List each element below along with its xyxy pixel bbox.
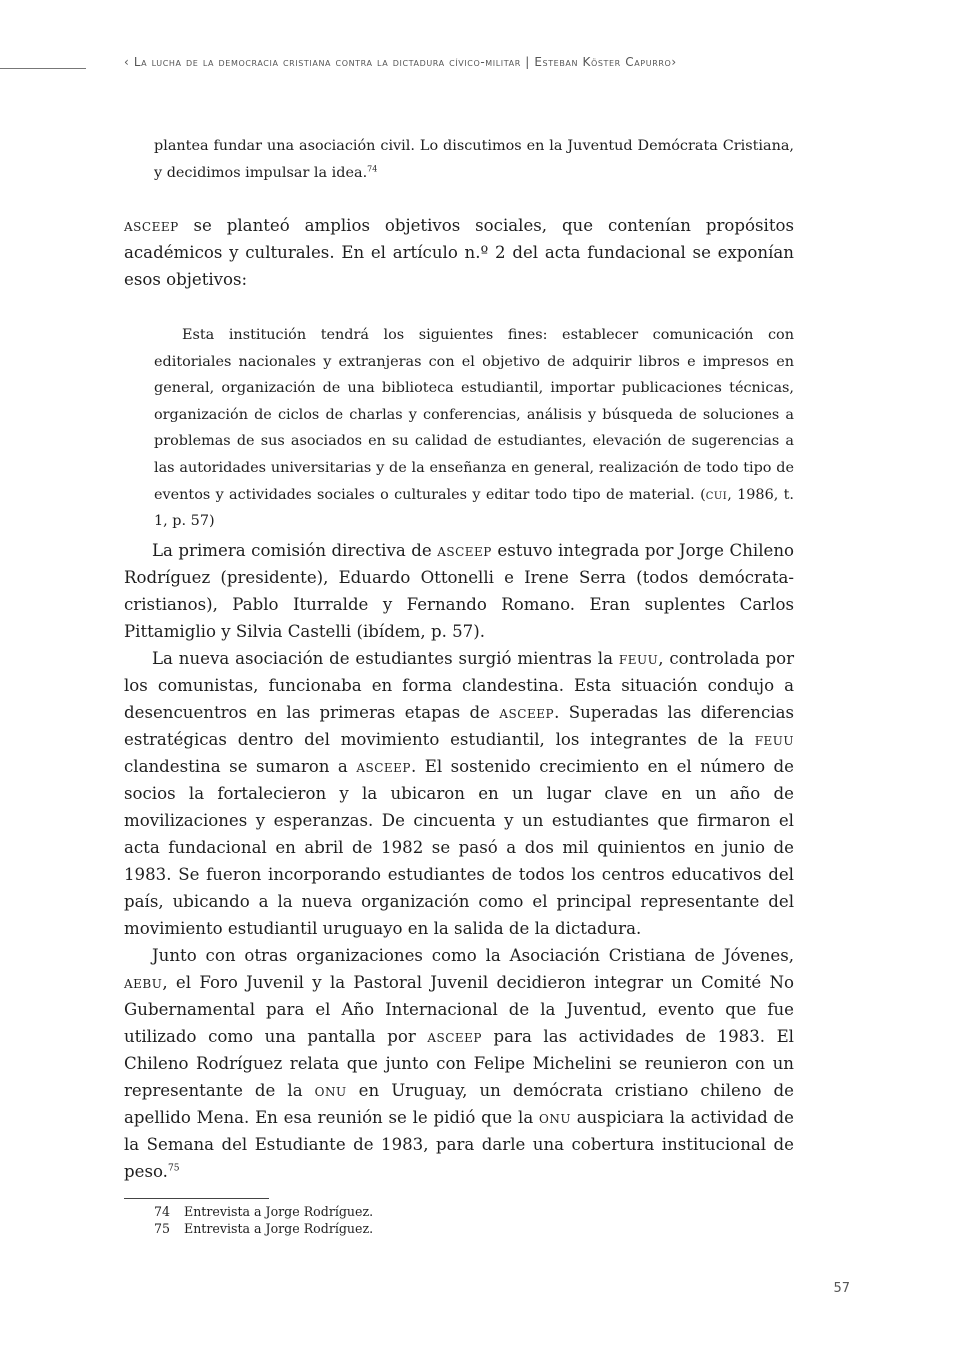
paragraph-3 <box>124 942 794 1185</box>
paragraph-1 <box>124 537 794 645</box>
footnote-text: Entrevista a Jorge Rodríguez. <box>184 1221 374 1236</box>
intro-text: se planteó amplios objetivos sociales, que contenían propósitos académicos y culturales. En el artículo n.º 2 del acta fundacional se exponían esos objetivos: <box>124 216 794 289</box>
footnote-item <box>154 1203 654 1220</box>
footnote-item <box>154 1220 654 1237</box>
text-span: La nueva asociación de estudiantes surgió mientras la <box>152 649 619 668</box>
acronym: asceep <box>437 541 492 560</box>
acronym: feuu <box>754 730 794 749</box>
acronym: asceep <box>124 216 179 235</box>
text-span: . Superadas las diferencias estratégicas dentro del movimiento estudiantil, los integrantes de la <box>124 703 794 749</box>
text-span: , controlada por los comunistas, funcionaba en forma clandestina. Esta situación condujo a desencuentros en las primeras etapas de <box>124 649 794 722</box>
text-span: . El sostenido crecimiento en el número de socios la fortalecieron y la ubicaron en un lugar clave en un año de movilizaciones y esperanzas. De cincuenta y un estudiantes que firmaron el acta fundacional en abril de 1982 se pasó a dos mil quinientos en junio de 1983. Se fueron incorporando estudiantes de todos los centros educativos del país, ubicando a la nueva organización como el principal representante del movimiento estudiantil uruguayo en la salida de la dictadura. <box>124 757 794 938</box>
block-quote <box>154 322 794 535</box>
intro-paragraph <box>124 212 794 293</box>
footnote-text: Entrevista a Jorge Rodríguez. <box>184 1204 374 1219</box>
footnote-number: 75 <box>154 1221 171 1236</box>
text-span: , el Foro Juvenil y la Pastoral Juvenil decidieron integrar un Comité No Gubernamental para el Año Internacional de la Juventud, evento que fue utilizado como una pantalla por <box>124 973 794 1046</box>
text-span: en Uruguay, un demócrata cristiano chileno de apellido Mena. En esa reunión se le pidió que la <box>124 1081 794 1127</box>
page-number: 57 <box>833 1281 850 1296</box>
block-quote-text: Esta institución tendrá los siguientes fines: establecer comunicación con editoriales nacionales y extranjeras con el objetivo de adquirir libros e impresos en general, organización de una biblioteca estudiantil, importar publicaciones técnicas, organización de ciclos de charlas y conferencias, análisis y búsqueda de soluciones a problemas de sus asociados en su calidad de estudiantes, elevación de sugerencias a las autoridades universitarias y de la enseñanza en general, realización de todo tipo de eventos y actividades sociales o culturales y editar todo tipo de material. ( <box>154 327 794 503</box>
quote-continuation-text: plantea fundar una asociación civil. Lo discutimos en la Juventud Demócrata Cristiana, y decidimos impulsar la idea. <box>154 138 794 181</box>
running-header: ‹ La lucha de la democracia cristiana contra la dictadura cívico-militar | Esteban Köster Capurro› <box>124 55 677 69</box>
footnotes <box>154 1203 654 1237</box>
quote-continuation <box>154 133 794 186</box>
footnote-ref-75[interactable]: 75 <box>167 1163 180 1174</box>
text-span: La primera comisión directiva de <box>152 541 438 560</box>
text-span: auspiciara la actividad de la Semana del Estudiante de 1983, para darle una cobertura institucional de peso. <box>124 1108 794 1181</box>
text-span: Junto con otras organizaciones como la Asociación Cristiana de Jóvenes, <box>152 946 794 965</box>
text-span: clandestina se sumaron a <box>124 757 357 776</box>
acronym: feuu <box>618 649 659 668</box>
footnote-ref-74[interactable]: 74 <box>367 164 378 174</box>
body-text <box>124 537 794 1185</box>
citation-rest: , 1986, t. 1, p. 57) <box>154 486 794 530</box>
footnote-number: 74 <box>154 1204 171 1219</box>
acronym: aebu <box>124 973 163 992</box>
paragraph-2 <box>124 645 794 942</box>
citation-acronym: cui <box>705 486 728 503</box>
text-span: estuvo integrada por Jorge Chileno Rodríguez (presidente), Eduardo Ottonelli e Irene Serra (todos demócrata-cristianos), Pablo Iturralde y Fernando Romano. Eran suplentes Carlos Pittamiglio y Silvia Castelli (ibídem, p. 57). <box>124 541 794 641</box>
header-rule <box>0 68 86 69</box>
acronym: onu <box>314 1081 347 1100</box>
text-span: para las actividades de 1983. El Chileno Rodríguez relata que junto con Felipe Michelini se reunieron con un representante de la <box>124 1027 794 1100</box>
footnote-rule <box>124 1198 269 1199</box>
acronym: asceep <box>499 703 555 722</box>
acronym: asceep <box>427 1027 482 1046</box>
acronym: asceep <box>356 757 411 776</box>
acronym: onu <box>539 1108 571 1127</box>
